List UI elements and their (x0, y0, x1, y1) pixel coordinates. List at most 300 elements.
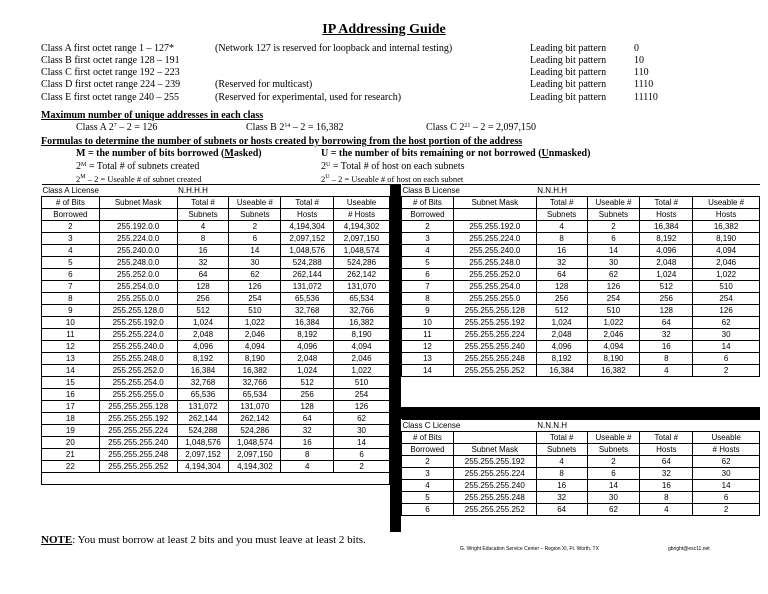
table-cell: 16 (640, 341, 693, 353)
table-cell: 14 (42, 365, 100, 377)
table-cell: 255.255.224.0 (99, 329, 177, 341)
table-row (402, 233, 760, 245)
table-cell: 126 (334, 401, 390, 413)
class-b-table (401, 184, 760, 377)
table-cell: 62 (587, 269, 640, 281)
table-cell: 4,194,304 (177, 461, 229, 473)
table-row (42, 233, 390, 245)
table-cell: 4,094 (587, 341, 640, 353)
footer-email: gbright@esc11.net (668, 546, 710, 552)
leading-bit-label: Leading bit pattern (530, 92, 607, 103)
class-note: (Reserved for experimental, used for research) (215, 92, 402, 103)
table-row (402, 341, 760, 353)
table-cell: 8,190 (587, 353, 640, 365)
table-cell: 6 (587, 468, 640, 480)
table-cell: 128 (640, 305, 693, 317)
table-cell: 131,070 (229, 401, 281, 413)
table-cell: 4 (402, 480, 454, 492)
class-b-row (41, 55, 741, 67)
table-cell: 32 (536, 492, 587, 504)
table-cell: 15 (42, 377, 100, 389)
table-cell: 32,768 (177, 377, 229, 389)
table-row (42, 305, 390, 317)
table-cell: 7 (402, 281, 454, 293)
table-cell: 8,192 (281, 329, 334, 341)
table-cell: 255.255.255.192 (453, 456, 536, 468)
table-cell: 254 (587, 293, 640, 305)
table-cell: 256 (640, 293, 693, 305)
table-cell: 2 (42, 221, 100, 233)
table-row (402, 353, 760, 365)
table-cell: 255.255.255.240 (453, 480, 536, 492)
m-definition: M = the number of bits borrowed (Masked) (76, 148, 262, 159)
table-cell: 4,096 (177, 341, 229, 353)
table-cell: 126 (587, 281, 640, 293)
table-cell: 2 (229, 221, 281, 233)
table-row (402, 468, 760, 480)
table-cell: 4,194,302 (229, 461, 281, 473)
leading-bit-label: Leading bit pattern (530, 55, 607, 66)
table-cell: 255.255.255.192 (99, 413, 177, 425)
table-cell: 1,024 (536, 317, 587, 329)
table-row (402, 293, 760, 305)
table-cell: 19 (42, 425, 100, 437)
table-cell: 4,096 (281, 341, 334, 353)
class-b-c-separator (401, 407, 760, 419)
table-cell: 62 (693, 456, 760, 468)
table-cell: 255.255.255.0 (99, 389, 177, 401)
table-cell: 7 (42, 281, 100, 293)
table-cell: 4 (281, 461, 334, 473)
table-cell: 255.252.0.0 (99, 269, 177, 281)
table-cell: 32 (640, 329, 693, 341)
table-cell: 30 (693, 468, 760, 480)
table-cell: 62 (693, 317, 760, 329)
col-header: Subnets (177, 209, 229, 221)
col-header: Useable (693, 432, 760, 444)
table-cell: 16 (536, 245, 587, 257)
table-cell: 32,768 (281, 305, 334, 317)
table-cell: 5 (402, 492, 454, 504)
class-c-row (41, 67, 741, 79)
table-cell: 255.255.255.128 (453, 305, 536, 317)
table-cell: 255.248.0.0 (99, 257, 177, 269)
table-cell: 255.192.0.0 (99, 221, 177, 233)
table-cell: 255.255.255.248 (453, 492, 536, 504)
table-cell: 255.255.192.0 (453, 221, 536, 233)
table-cell: 126 (693, 305, 760, 317)
note-text: : You must borrow at least 2 bits and you must leave at least 2 bits. (72, 534, 366, 546)
col-header: Subnet Mask (453, 197, 536, 209)
table-cell: 524,286 (229, 425, 281, 437)
table-cell: 1,048,576 (281, 245, 334, 257)
table-cell: 255.255.255.0 (453, 293, 536, 305)
table-cell: 128 (536, 281, 587, 293)
table-row (42, 317, 390, 329)
table-cell: 2 (587, 221, 640, 233)
table-row (42, 437, 390, 449)
leading-bit-pattern: 1110 (634, 79, 654, 90)
col-header: Hosts (640, 209, 693, 221)
table-cell: 256 (177, 293, 229, 305)
table-cell: 255.255.254.0 (99, 377, 177, 389)
table-cell: 8 (402, 293, 454, 305)
table-cell: 14 (334, 437, 390, 449)
table-cell: 65,536 (281, 293, 334, 305)
page-title: IP Addressing Guide (322, 22, 446, 37)
col-header: Borrowed (402, 209, 454, 221)
table-cell: 6 (693, 492, 760, 504)
class-range: Class E first octet range 240 – 255 (41, 92, 180, 103)
table-cell: 255.255.192.0 (99, 317, 177, 329)
table-cell: 4 (640, 504, 693, 516)
table-cell: 255.255.248.0 (453, 257, 536, 269)
table-cell: 4 (536, 221, 587, 233)
col-header: Subnets (587, 209, 640, 221)
table-row (42, 425, 390, 437)
table-cell: 16,384 (281, 317, 334, 329)
col-header: Useable # (693, 197, 760, 209)
table-cell: 8 (640, 353, 693, 365)
col-header: Subnets (229, 209, 281, 221)
table-cell: 1,022 (229, 317, 281, 329)
class-b-pattern: N.N.H.H (536, 185, 759, 197)
table-cell: 16,384 (640, 221, 693, 233)
blank-row (42, 473, 390, 485)
table-cell: 14 (693, 341, 760, 353)
table-cell: 65,536 (177, 389, 229, 401)
table-cell: 13 (402, 353, 454, 365)
table-cell: 62 (334, 413, 390, 425)
class-c-label: Class C License (402, 420, 537, 432)
table-cell: 8,190 (229, 353, 281, 365)
table-cell: 8 (281, 449, 334, 461)
m-useable-formula: $2^M - 2$ = Useable # of subnet created (76, 174, 202, 184)
table-cell: 255.255.255.252 (99, 461, 177, 473)
table-cell: 16 (281, 437, 334, 449)
table-cell: 30 (587, 257, 640, 269)
col-header: Total # (536, 432, 587, 444)
table-cell: 11 (402, 329, 454, 341)
table-cell: 512 (536, 305, 587, 317)
table-cell: 6 (402, 269, 454, 281)
table-cell: 64 (640, 456, 693, 468)
table-row (42, 329, 390, 341)
table-cell: 256 (281, 389, 334, 401)
class-c-pattern: N.N.N.H (536, 420, 759, 432)
table-row (42, 353, 390, 365)
table-cell: 254 (693, 293, 760, 305)
table-cell: 12 (42, 341, 100, 353)
table-cell: 512 (177, 305, 229, 317)
table-cell: 65,534 (334, 293, 390, 305)
table-cell: 131,072 (177, 401, 229, 413)
table-cell: 255.255.255.248 (453, 353, 536, 365)
table-cell: 254 (334, 389, 390, 401)
table-cell: 6 (402, 504, 454, 516)
table-row (402, 305, 760, 317)
table-cell: 262,144 (281, 269, 334, 281)
table-cell: 255.255.255.240 (99, 437, 177, 449)
table-cell: 4,096 (536, 341, 587, 353)
table-cell: 16,382 (229, 365, 281, 377)
table-cell: 6 (42, 269, 100, 281)
col-header: # Hosts (693, 444, 760, 456)
table-row (42, 293, 390, 305)
table-cell: 1,022 (334, 365, 390, 377)
table-cell: 255.255.255.224 (453, 329, 536, 341)
class-c-table (401, 419, 760, 516)
col-header (99, 209, 177, 221)
col-header: Subnets (536, 444, 587, 456)
table-cell: 14 (229, 245, 281, 257)
table-cell: 4,094 (693, 245, 760, 257)
table-cell: 255.255.240.0 (453, 245, 536, 257)
table-cell: 131,072 (281, 281, 334, 293)
table-cell: 2,097,152 (177, 449, 229, 461)
table-row (402, 329, 760, 341)
table-cell: 11 (42, 329, 100, 341)
table-cell: 14 (587, 480, 640, 492)
table-cell: 14 (693, 480, 760, 492)
table-row (402, 281, 760, 293)
table-cell: 10 (402, 317, 454, 329)
table-cell: 8 (536, 468, 587, 480)
table-cell: 2 (334, 461, 390, 473)
table-cell: 17 (42, 401, 100, 413)
class-c-rows (402, 456, 760, 516)
table-cell: 64 (281, 413, 334, 425)
table-row (402, 317, 760, 329)
table-cell: 255.255.0.0 (99, 293, 177, 305)
col-header: Useable # (587, 197, 640, 209)
leading-bit-pattern: 110 (634, 67, 649, 78)
col-header: Borrowed (402, 444, 454, 456)
leading-bit-label: Leading bit pattern (530, 43, 607, 54)
table-cell: 1,048,576 (177, 437, 229, 449)
table-cell: 255.255.248.0 (99, 353, 177, 365)
table-cell: 9 (402, 305, 454, 317)
table-cell: 510 (229, 305, 281, 317)
table-cell: 64 (640, 317, 693, 329)
table-cell: 126 (229, 281, 281, 293)
col-header: Useable (334, 197, 390, 209)
table-cell: 262,144 (177, 413, 229, 425)
table-cell: 32 (536, 257, 587, 269)
table-cell: 262,142 (229, 413, 281, 425)
max-unique-class-a: Class A $2^7 - 2 = 126$ (76, 122, 158, 133)
leading-bit-label: Leading bit pattern (530, 67, 607, 78)
table-cell: 62 (587, 504, 640, 516)
class-range: Class A first octet range 1 – 127* (41, 43, 175, 54)
table-cell: 20 (42, 437, 100, 449)
table-cell: 2 (693, 365, 760, 377)
table-cell: 2,048 (536, 329, 587, 341)
table-cell: 30 (334, 425, 390, 437)
table-cell: 255.255.252.0 (99, 365, 177, 377)
table-cell: 62 (229, 269, 281, 281)
table-cell: 14 (402, 365, 454, 377)
table-cell: 32 (640, 468, 693, 480)
table-row (42, 221, 390, 233)
table-cell: 3 (402, 468, 454, 480)
table-cell: 128 (281, 401, 334, 413)
table-cell: 4 (640, 365, 693, 377)
table-cell: 1,048,574 (334, 245, 390, 257)
leading-bit-pattern: 11110 (634, 92, 658, 103)
table-cell: 65,534 (229, 389, 281, 401)
table-cell: 2,046 (334, 353, 390, 365)
table-cell: 6 (693, 353, 760, 365)
table-cell: 256 (536, 293, 587, 305)
table-cell: 8,190 (693, 233, 760, 245)
col-header: Subnets (536, 209, 587, 221)
table-cell: 2,097,152 (281, 233, 334, 245)
table-cell: 2 (402, 221, 454, 233)
table-cell: 16 (42, 389, 100, 401)
leading-bit-pattern: 0 (634, 43, 639, 54)
table-cell: 255.240.0.0 (99, 245, 177, 257)
table-row (42, 449, 390, 461)
col-header: Hosts (281, 209, 334, 221)
table-cell: 2,046 (229, 329, 281, 341)
table-row (42, 281, 390, 293)
table-cell: 1,024 (281, 365, 334, 377)
table-cell: 131,070 (334, 281, 390, 293)
table-cell: 512 (281, 377, 334, 389)
table-cell: 255.224.0.0 (99, 233, 177, 245)
table-cell: 262,142 (334, 269, 390, 281)
u-useable-formula: $2^U - 2$ = Useable # of host on each subnet (321, 174, 464, 184)
table-row (42, 245, 390, 257)
table-row (42, 413, 390, 425)
table-cell: 255.254.0.0 (99, 281, 177, 293)
table-cell: 16,382 (693, 221, 760, 233)
table-row (402, 456, 760, 468)
table-cell: 255.255.254.0 (453, 281, 536, 293)
table-cell: 1,024 (177, 317, 229, 329)
table-cell: 2,048 (281, 353, 334, 365)
class-note: (Network 127 is reserved for loopback and internal testing) (215, 43, 453, 54)
table-cell: 32,766 (334, 305, 390, 317)
table-cell: 4,194,304 (281, 221, 334, 233)
table-cell: 6 (334, 449, 390, 461)
table-cell: 2,097,150 (334, 233, 390, 245)
class-b-label: Class B License (402, 185, 537, 197)
class-range: Class B first octet range 128 – 191 (41, 55, 180, 66)
table-cell: 255.255.255.192 (453, 317, 536, 329)
table-cell: 4,094 (229, 341, 281, 353)
table-cell: 30 (587, 492, 640, 504)
table-row (42, 269, 390, 281)
table-cell: 4 (536, 456, 587, 468)
table-cell: 255.255.255.252 (453, 365, 536, 377)
table-cell: 128 (177, 281, 229, 293)
class-a-rows (42, 221, 390, 473)
table-cell: 255.255.224.0 (453, 233, 536, 245)
table-cell: 6 (229, 233, 281, 245)
table-cell: 6 (587, 233, 640, 245)
u-definition: U = the number of bits remaining or not borrowed (Unmasked) (321, 148, 591, 159)
table-cell: 524,288 (177, 425, 229, 437)
table-cell: 3 (42, 233, 100, 245)
table-row (402, 245, 760, 257)
table-cell: 4 (402, 245, 454, 257)
class-range: Class C first octet range 192 – 223 (41, 67, 180, 78)
col-header: Borrowed (42, 209, 100, 221)
table-cell: 1,022 (693, 269, 760, 281)
table-cell: 16,382 (587, 365, 640, 377)
col-header (453, 432, 536, 444)
table-cell: 1,048,574 (229, 437, 281, 449)
class-d-row (41, 79, 741, 91)
table-cell: 524,288 (281, 257, 334, 269)
table-row (402, 257, 760, 269)
table-cell: 64 (177, 269, 229, 281)
footer-credit: G. Wright Education Service Center – Region XI, Ft. Worth, TX (460, 546, 599, 552)
table-cell: 5 (402, 257, 454, 269)
table-cell: 254 (229, 293, 281, 305)
table-cell: 16 (536, 480, 587, 492)
table-cell: 255.255.255.128 (99, 401, 177, 413)
table-cell: 16 (640, 480, 693, 492)
table-cell: 14 (587, 245, 640, 257)
table-cell: 32,766 (229, 377, 281, 389)
table-cell: 16,384 (177, 365, 229, 377)
col-header: Total # (281, 197, 334, 209)
table-cell: 2,046 (693, 257, 760, 269)
table-cell: 2,046 (587, 329, 640, 341)
table-cell: 255.255.255.252 (453, 504, 536, 516)
table-cell: 512 (640, 281, 693, 293)
table-cell: 8 (42, 293, 100, 305)
table-cell: 16,382 (334, 317, 390, 329)
table-cell: 255.255.128.0 (99, 305, 177, 317)
leading-bit-pattern: 10 (634, 55, 644, 66)
table-cell: 32 (281, 425, 334, 437)
col-header: Total # (536, 197, 587, 209)
u-total-formula: $2^U$ = Total # of host on each subnets (321, 161, 465, 172)
table-cell: 2,048 (177, 329, 229, 341)
table-cell: 1,022 (587, 317, 640, 329)
table-cell: 255.255.255.224 (453, 468, 536, 480)
table-row (402, 504, 760, 516)
table-cell: 32 (177, 257, 229, 269)
table-cell: 3 (402, 233, 454, 245)
table-cell: 16,384 (536, 365, 587, 377)
col-header: Subnet Mask (99, 197, 177, 209)
table-cell: 510 (334, 377, 390, 389)
table-cell: 21 (42, 449, 100, 461)
table-row (42, 377, 390, 389)
table-row (402, 269, 760, 281)
class-a-label: Class A License (42, 185, 178, 197)
table-cell: 255.255.255.240 (453, 341, 536, 353)
col-header: Useable # (229, 197, 281, 209)
table-cell: 8 (536, 233, 587, 245)
col-header: Total # (640, 197, 693, 209)
table-divider (390, 184, 401, 532)
class-a-table (41, 184, 390, 485)
note-label: NOTE (41, 534, 73, 546)
table-cell: 8,192 (536, 353, 587, 365)
table-cell: 524,286 (334, 257, 390, 269)
col-header: Hosts (693, 209, 760, 221)
table-cell: 8,192 (177, 353, 229, 365)
col-header: Useable # (587, 432, 640, 444)
table-row (42, 341, 390, 353)
table-cell: 64 (536, 269, 587, 281)
